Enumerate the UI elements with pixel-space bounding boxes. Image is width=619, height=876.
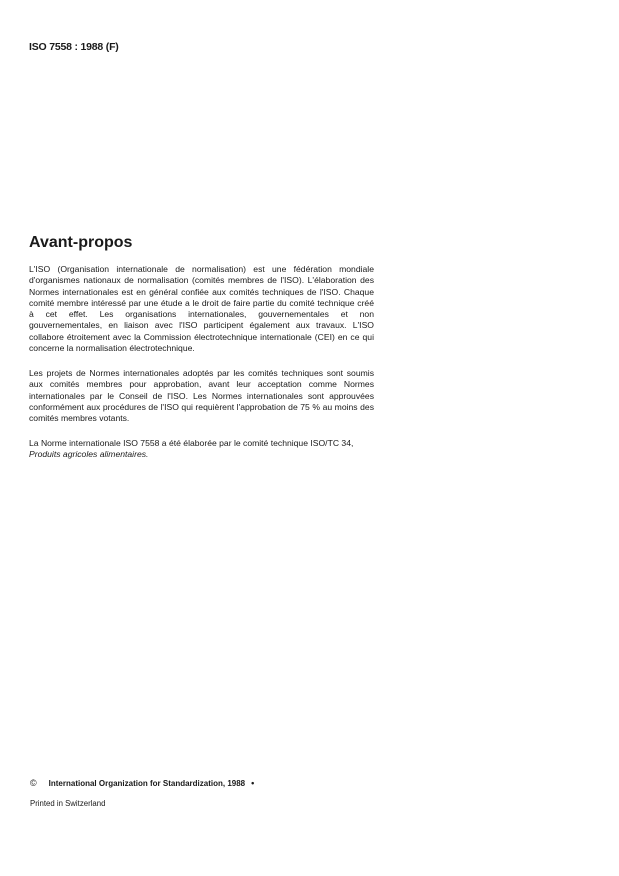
copyright-icon: ©: [30, 778, 37, 788]
foreword-paragraph-1: L'ISO (Organisation internationale de normalisation) est une fédération mondiale d'organismes nationaux de normalisation (comités membres de l'ISO). L'élaboration des Normes internationales est en général confiée aux comités techniques de l'ISO. Chaque comité membre intéressé par une étude a le droit de faire partie du comité technique créé à cet effet. Les organisations internationales, gouvernementales et non gouvernementales, en liaison avec l'ISO participent également aux travaux. L'ISO collabore étroitement avec la Commission électrotechnique internationale (CEI) en ce qui concerne la normalisation électrotechnique.: [29, 264, 374, 354]
bullet-icon: •: [251, 778, 255, 788]
foreword-paragraph-3-text: La Norme internationale ISO 7558 a été élaborée par le comité technique ISO/TC 34,: [29, 438, 354, 448]
foreword-paragraph-3: [29, 438, 374, 461]
copyright-text: International Organization for Standardization, 1988: [48, 779, 246, 788]
copyright-line: [30, 778, 254, 788]
printed-in: Printed in Switzerland: [30, 799, 106, 808]
page-title: Avant-propos: [29, 234, 133, 251]
committee-name: Produits agricoles alimentaires.: [29, 449, 149, 460]
foreword-paragraph-2: Les projets de Normes internationales adoptés par les comités techniques sont soumis aux comités membres pour approbation, avant leur acceptation comme Normes internationales par le Conseil de l'ISO. Les Normes internationales sont approuvées conformément aux procédures de l'ISO qui requièrent l'approbation de 75 % au moins des comités membres votants.: [29, 368, 374, 424]
document-id: ISO 7558 : 1988 (F): [29, 41, 119, 53]
